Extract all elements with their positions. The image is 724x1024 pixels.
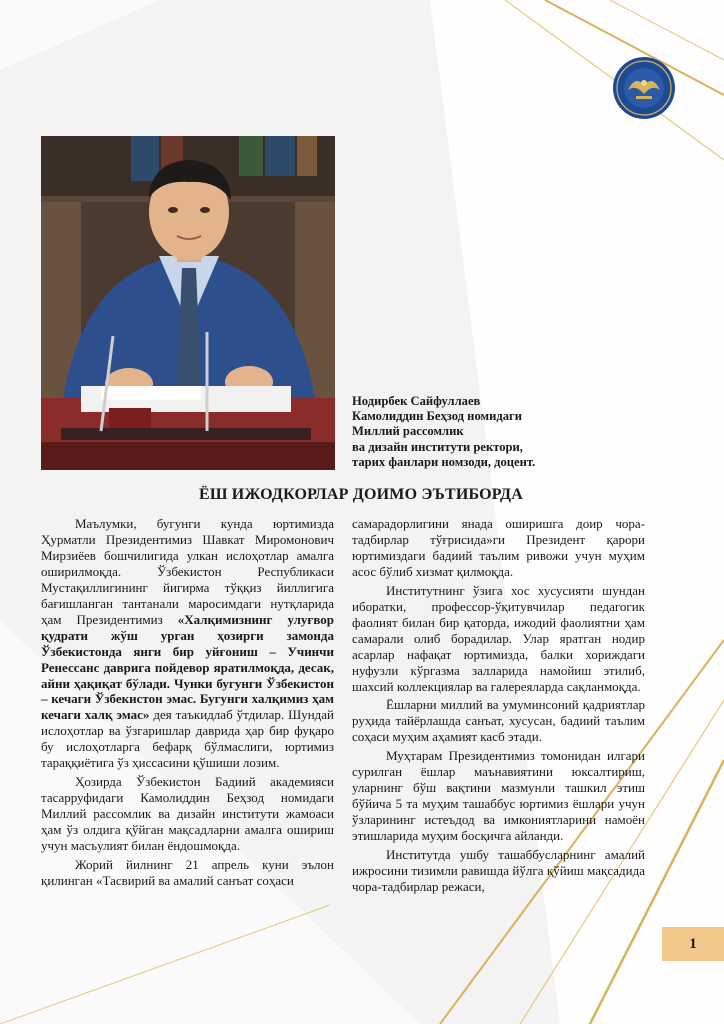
paragraph: Институтда ушбу ташаббусларнинг амалий ижросини тизимли равишда йўлга қўйиш мақсадида чора-тадбирлар режаси,: [352, 847, 645, 894]
paragraph-text: Маълумки, бугунги кунда юртимизда Ҳурматли Президентимиз Шавкат Миромонович Мирзиёев бошчилигида улкан ислоҳотлар амалга оширилмоқда. Ўзбекистон Республикаси Мустақиллигининг йигирма тўққиз йиллигига бағишланган тантанали маросимдаги нутқларида ҳам Президентимиз: [41, 516, 334, 627]
page-number-box: [662, 927, 724, 961]
caption-line: ва дизайн институти ректори,: [352, 439, 523, 454]
paragraph: Институтнинг ўзига хос хусусияти шундан иборатки, профессор-ўқитувчилар педагогик фаолият билан бир қаторда, ижодий фаолиятни ҳам самарали олиб борадилар. Улар яратган нодир асарлар нафақат юртимизда, балки хориждаги нуфузли кўргазма залларида намойиш этилиб, шахсий коллекциялар ва галереяларда сақланмоқда.: [352, 582, 645, 694]
article-column-left: [41, 516, 334, 892]
institute-logo: [612, 56, 676, 120]
paragraph: [41, 516, 334, 771]
paragraph-text: дея таъкидлаб ўтдилар. Шундай ислоҳотлар ва ўзгаришлар даврида ҳар бир фуқаро бу ислоҳотларга бефарқ бўлмаслиги, юртимиз тараққиётига ўз ҳиссасини қўшиши лозим.: [41, 707, 334, 771]
article-column-right: [352, 516, 645, 898]
page-number: 1: [689, 935, 697, 952]
caption-line: тарих фанлари номзоди, доцент.: [352, 454, 536, 469]
paragraph: Жорий йилнинг 21 апрель куни эълон қилинган «Тасвирий ва амалий санъат соҳаси: [41, 857, 334, 888]
caption-line: Камолиддин Беҳзод номидаги: [352, 409, 522, 424]
paragraph: Муҳтарам Президентимиз томонидан илгари сурилган ёшлар маънавиятини юксалтириш, уларнинг бўш вақтини мазмунли ташкил этиш бўйича 5 та муҳим ташаббус юртимиз ёшлари учун ўзларининг истеъдод ва имкониятларини намоён этишларида муҳим босқичга айланди.: [352, 748, 645, 844]
paragraph: Ҳозирда Ўзбекистон Бадиий академияси тасарруфидаги Камолиддин Беҳзод номидаги Миллий рассомлик ва дизайн институти жамоаси ҳам ўз олдига қўйган мақсадларни амалга ошириш учун масъулият билан ёндошмоқда.: [41, 774, 334, 854]
paragraph: Ёшларни миллий ва умуминсоний қадриятлар руҳида тайёрлашда санъат, хусусан, бадиий таълим соҳаси муҳим аҳамият касб этади.: [352, 697, 645, 745]
caption-line: Нодирбек Сайфуллаев: [352, 394, 481, 408]
caption-line: Миллий рассомлик: [352, 424, 464, 439]
portrait-photo: [41, 136, 335, 470]
paragraph: самарадорлигини янада оширишга доир чора-тадбирлар тўғрисида»ги Президент қарори юртимиздаги бадиий таълим ривожи учун муҳим асос бўлиб хизмат қилмоқда.: [352, 516, 645, 579]
article-title: ЁШ ИЖОДКОРЛАР ДОИМО ЭЪТИБОРДА: [198, 486, 524, 503]
author-caption: [352, 394, 652, 470]
president-quote: «Халқимизнинг улуғвор қудрати жўш урган ҳозирги замонда Ўзбекистонда янги бир уйғониш – Учинчи Ренессанс даврига пойдевор яратилмоқда, десак, айни ҳақиқат бўлади. Чунки бугунги Ўзбекистон – кечаги Ўзбекистон эмас. Бугунги халқимиз ҳам кечаги халқ эмас»: [41, 611, 334, 723]
